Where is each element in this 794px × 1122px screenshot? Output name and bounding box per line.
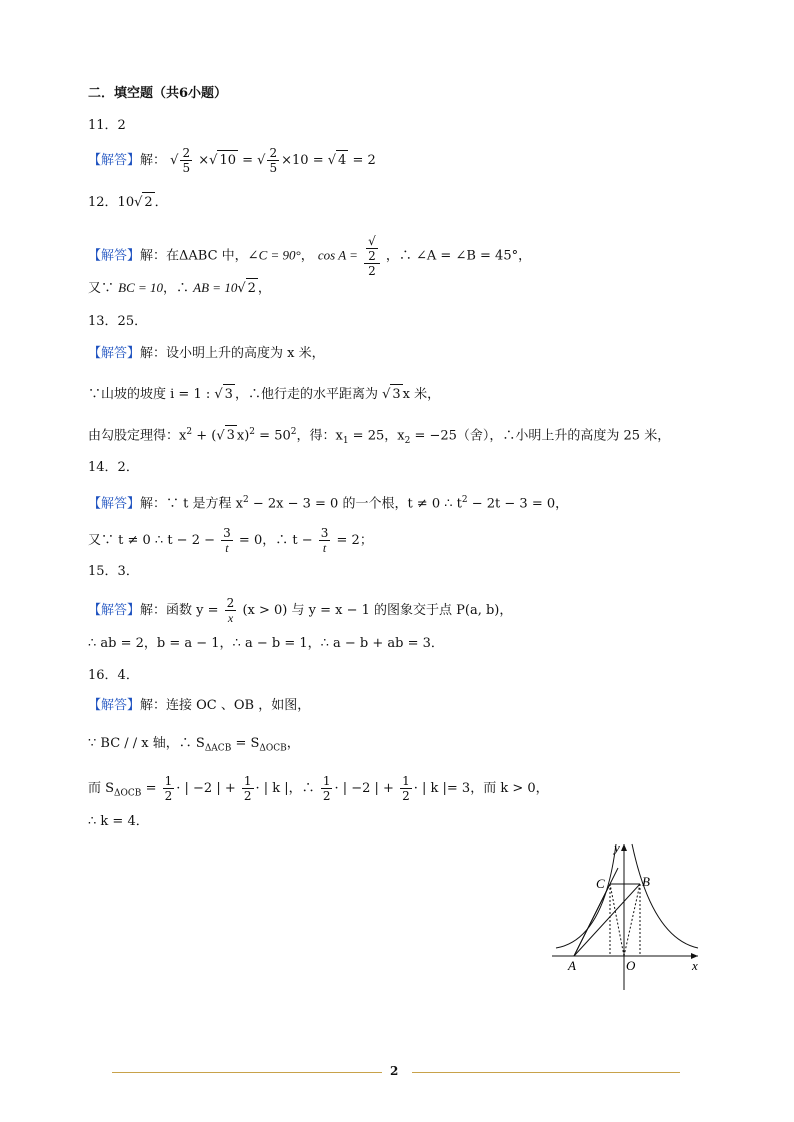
right-branch-curve: [632, 844, 698, 948]
footer-rule-left: [112, 1072, 382, 1073]
problem-12-line-2: 又∵ BC = 10，∴ AB = 10√ 2 ，: [88, 278, 271, 299]
problem-15-line-1: 【解答】解：函数 y = $\frac{2}{x}$ (x > 0) 与 y = x − 1 的图象交于点 P(a, b)，: [88, 596, 513, 625]
label-x: x: [692, 958, 698, 973]
equals-sign: =: [312, 153, 324, 168]
fraction: $\frac{1}{2}$: [402, 774, 410, 803]
jie-label: 解：: [140, 153, 167, 168]
segment-ab: [574, 884, 640, 956]
fraction: $\frac{2}{5}$: [182, 146, 191, 175]
problem-16-line-1: 【解答】解：连接 OC 、OB ，如图，: [88, 698, 311, 713]
section-title: 二．填空题（共6小题）: [88, 86, 228, 101]
sqrt-operand: 4: [336, 150, 348, 171]
problem-16-line-4: ∴ k = 4．: [88, 814, 149, 829]
sqrt-operand: 10: [217, 150, 238, 171]
problem-13-line-1: 【解答】解：设小明上升的高度为 x 米，: [88, 346, 325, 361]
times-sign: ×: [198, 153, 210, 168]
problem-12-number: 12．10√ 2 ．: [88, 192, 168, 213]
answer-tag: 【解答】: [88, 698, 141, 713]
expression-part: ×10: [281, 153, 309, 168]
problem-14-line-2: 又∵ t ≠ 0 ∴ t − 2 − $\frac{3}{t}$ = 0，∴ t − $\frac{3}{t}$ = 2；: [88, 526, 373, 555]
segment-oc: [610, 884, 624, 956]
fraction: $\frac{1}{2}$: [322, 774, 331, 803]
sqrt-sign: √: [170, 153, 179, 168]
fraction: $\frac{2}{5}$: [269, 146, 278, 175]
problem-11-solution: 【解答】解： √ $\frac{2}{5}$ ×√ 10 = √ $\frac{2}{5}$ ×10 = √ 4 = 2: [88, 146, 376, 175]
answer-tag: 【解答】: [88, 496, 141, 512]
expression-part: = 2: [352, 153, 376, 168]
fraction: $\frac{3}{t}$: [320, 526, 329, 555]
problem-13-line-3: 由勾股定理得：$x^2$ + (√ 3 $x)^2 = 50^2$，得：$x_1 = 25$，$x_2 = -25$（舍），∴小明上升的高度为 25 米，: [88, 427, 671, 446]
problem-13-line-2: ∵山坡的坡度 i = 1 : √ 3 ，∴他行走的水平距离为 √ 3 x 米，: [88, 384, 440, 405]
answer-tag: 【解答】: [88, 603, 141, 618]
fraction: $\frac{2}{x}$: [226, 596, 235, 625]
problem-11-number: 11．2: [88, 118, 126, 133]
fraction: $\frac{1}{2}$: [164, 774, 173, 803]
label-a: A: [568, 958, 576, 973]
fraction: $\frac{3}{t}$: [223, 526, 231, 555]
answer-tag: 【解答】: [88, 248, 141, 264]
label-y: y: [614, 840, 620, 855]
hyperbola-figure: [548, 838, 708, 998]
page-number: 2: [390, 1064, 399, 1078]
answer-tag: 【解答】: [88, 153, 141, 168]
fraction: $\frac{1}{2}$: [243, 774, 252, 803]
problem-16-number: 16．4．: [88, 668, 139, 683]
problem-16-line-3: 而 $S_{\Delta OCB}$ = $\frac{1}{2}$ · | −2 | + $\frac{1}{2}$ · | k |，∴ $\frac{1}{2}$ · | −2 | + $\frac{1}{2}$ · | k |= 3，而 k > 0，: [88, 774, 549, 803]
segment-ob: [624, 884, 640, 956]
footer-rule-right: [412, 1072, 680, 1073]
problem-12-line-1: 【解答】解：在ΔABC 中，∠C = 90°， cos A = √ 2 2 ，∴ ∠A = ∠B = 45°，: [88, 234, 532, 278]
problem-15-line-2: ∴ ab = 2，b = a − 1，∴ a − b = 1，∴ a − b + ab = 3．: [88, 636, 444, 651]
equals-sign: =: [242, 153, 254, 168]
answer-tag: 【解答】: [88, 346, 141, 361]
y-axis-arrow: [621, 844, 627, 851]
problem-15-number: 15．3．: [88, 564, 139, 579]
problem-14-line-1: 【解答】解：∵ t 是方程 $x^2 - 2x - 3 = 0$ 的一个根，t ≠ 0 ∴ $t^2 - 2t - 3 = 0$，: [88, 495, 569, 512]
label-c: C: [596, 876, 605, 891]
problem-16-line-2: ∵ BC / / x 轴，∴ $S_{\Delta ACB} = S_{\Delta OCB}$，: [88, 736, 300, 754]
label-b: B: [642, 874, 650, 889]
problem-13-number: 13．25．: [88, 314, 148, 329]
label-o: O: [626, 958, 636, 973]
fraction: √ 2 2: [364, 234, 380, 278]
problem-14-number: 14．2．: [88, 460, 139, 475]
